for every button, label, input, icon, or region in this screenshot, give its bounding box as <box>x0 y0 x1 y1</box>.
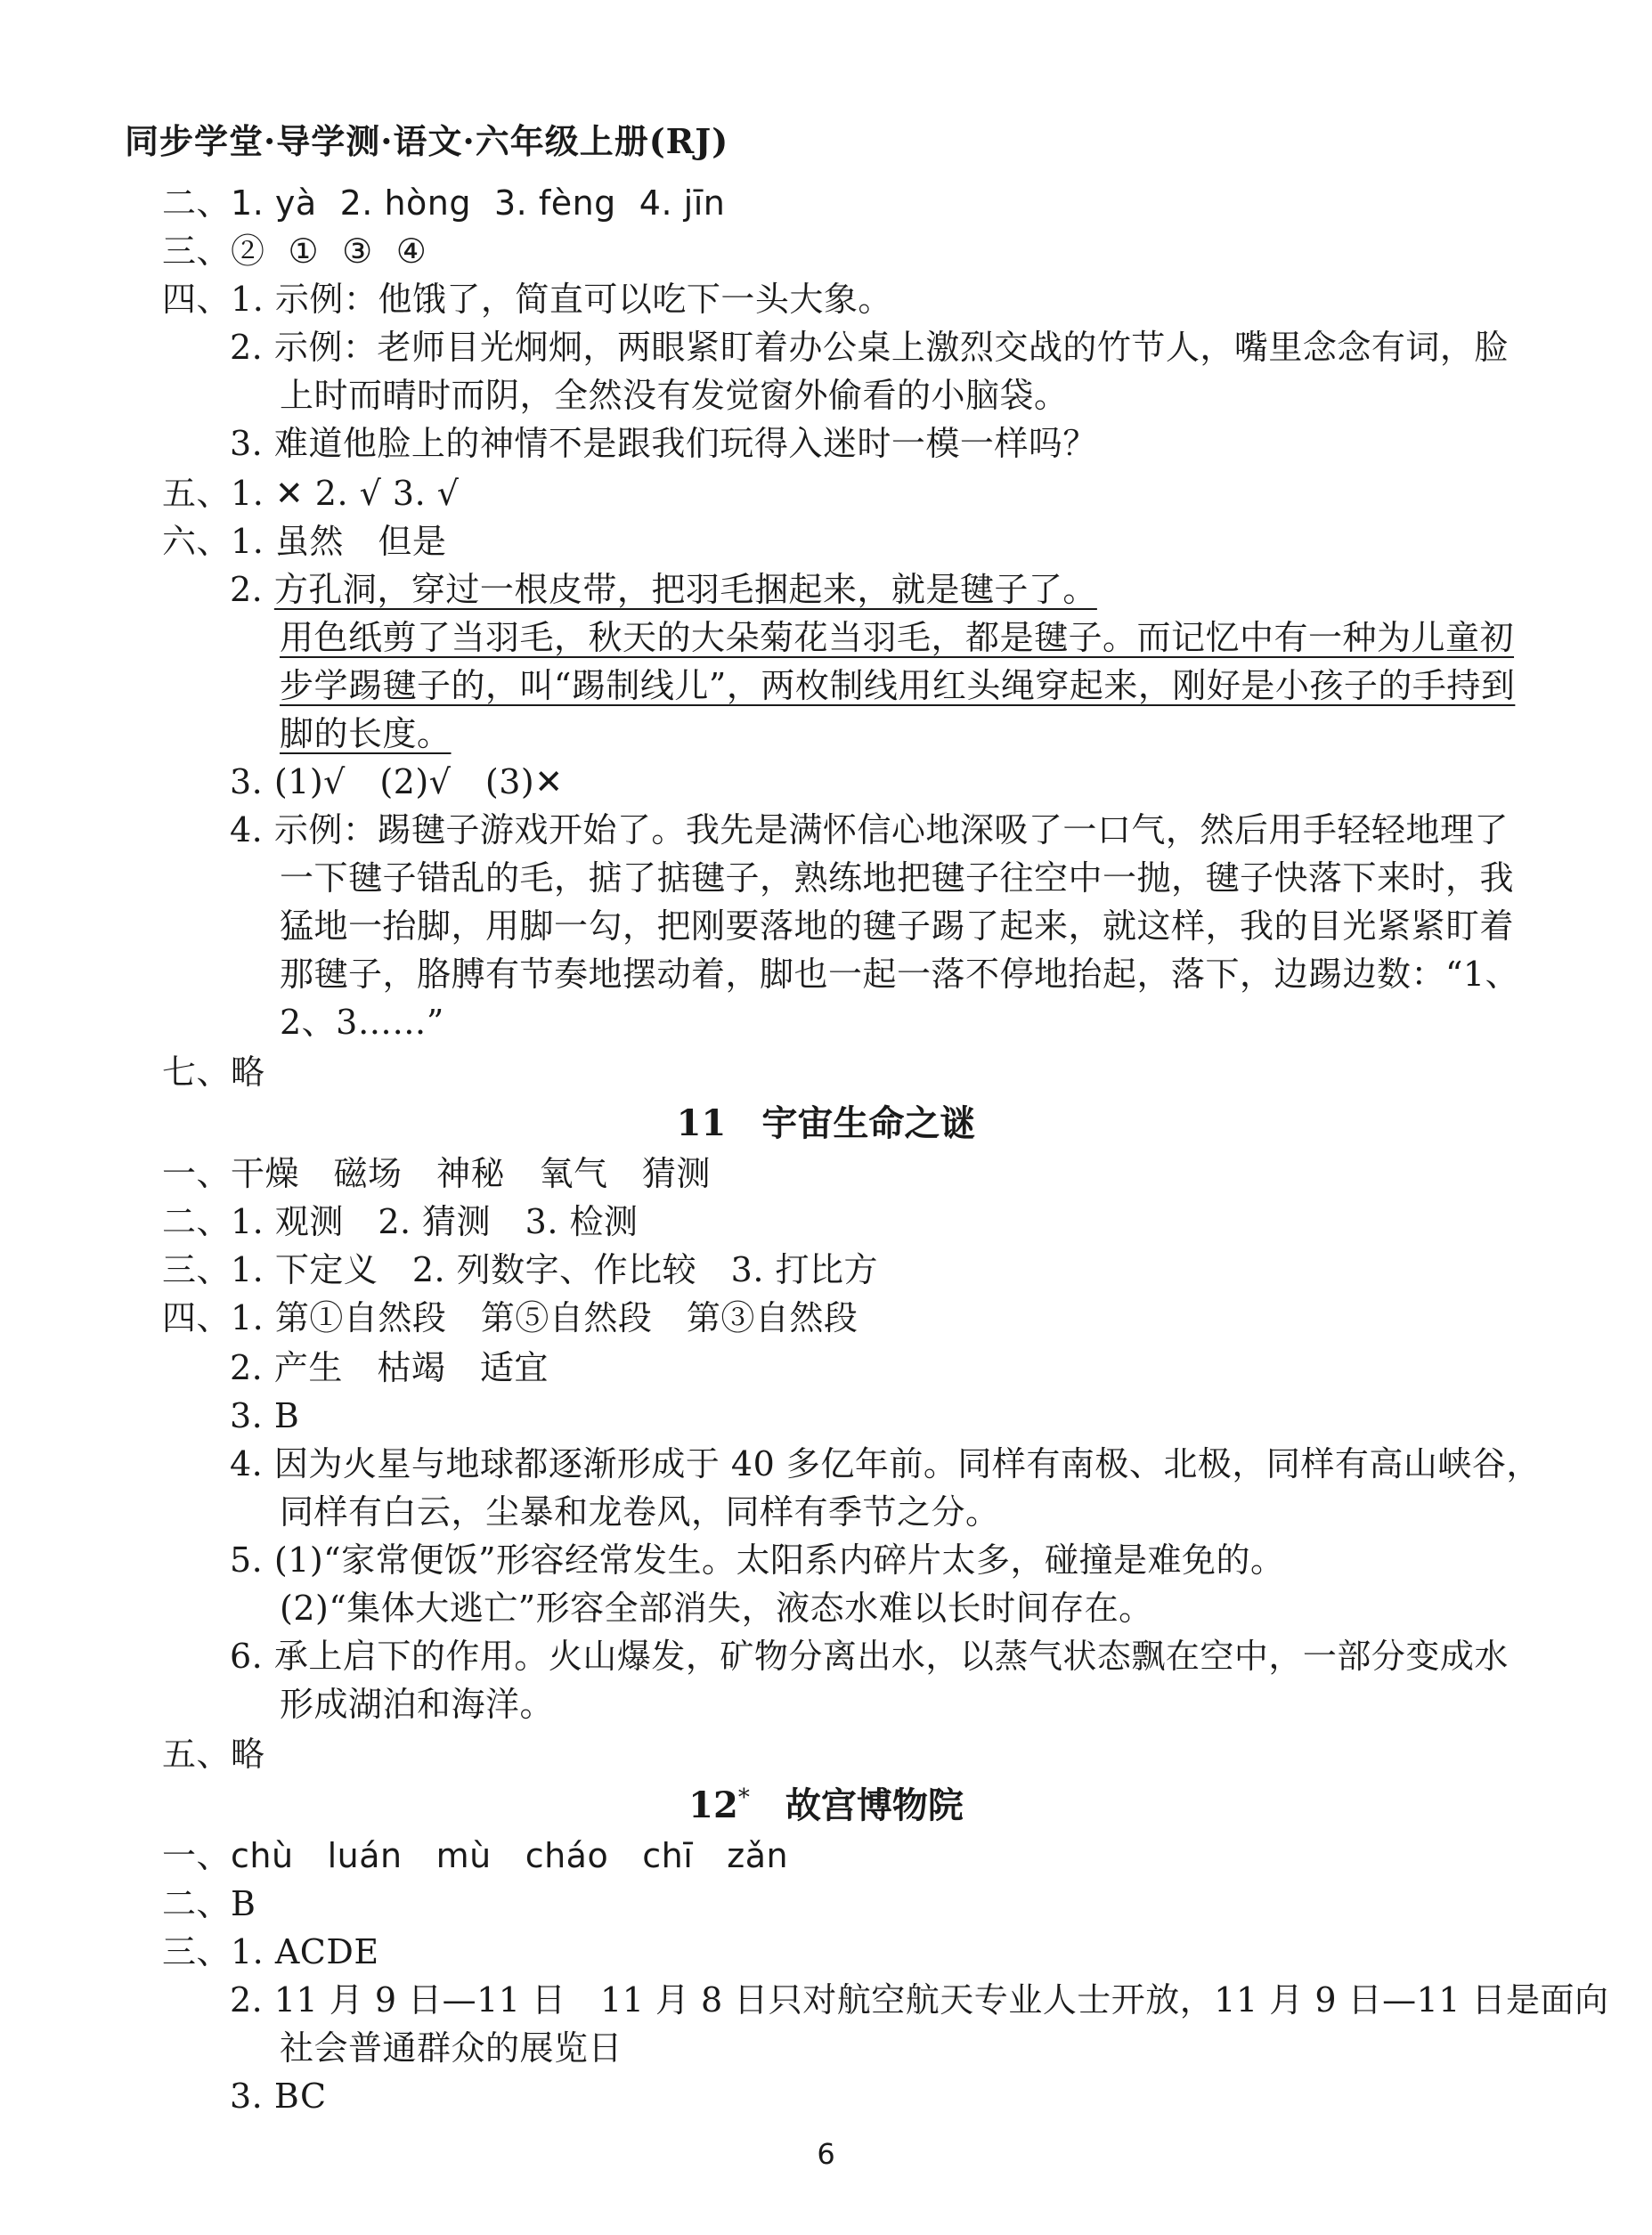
order-item: ① <box>288 232 320 271</box>
pinyin-item: mù <box>435 1836 492 1875</box>
l11-answer-si-6-line2: 形成湖泊和海洋。 <box>280 1685 555 1724</box>
lesson-11-title: 11 宇宙生命之谜 <box>676 1102 976 1144</box>
lesson-name: 故宫博物院 <box>785 1784 964 1826</box>
l11-answer-wu: 五、略 <box>162 1735 265 1774</box>
answer-san-order <box>162 228 427 274</box>
l12-answer-san-2-line1: 2. 11 月 9 日—11 日 11 月 8 日只对航空航天专业人士开放，11 月 9 日—11 日是面向 <box>230 1980 1609 2020</box>
answer-si-1 <box>162 276 892 322</box>
pinyin-item: 3. fèng <box>494 183 616 223</box>
l12-answer-san-3: 3. BC <box>230 2077 327 2116</box>
l11-answer-er: 二、1. 观测 2. 猜测 3. 检测 <box>162 1202 639 1241</box>
section-label: 四、 <box>162 280 232 319</box>
section-label: 五、 <box>162 474 232 513</box>
l12-answer-san-2-line2: 社会普通群众的展览日 <box>280 2028 623 2068</box>
pinyin-item: 4. jīn <box>639 183 726 223</box>
l11-answer-si-2: 2. 产生 枯竭 适宜 <box>230 1348 549 1387</box>
answer-liu-2-line4: 脚的长度。 <box>280 714 452 753</box>
order-item: ② <box>231 232 265 271</box>
answer-liu-1 <box>162 518 446 565</box>
answer-liu-4-line3: 猛地一抬脚，用脚一勾，把刚要落地的毽子踢了起来，就这样，我的目光紧紧盯着 <box>280 906 1515 946</box>
order-item: ④ <box>395 232 427 271</box>
l12-answer-san-1: 三、1. ACDE <box>162 1932 379 1971</box>
section-label: 二、 <box>162 183 232 223</box>
answer-liu-4-line5: 2、3……” <box>280 1003 444 1042</box>
l11-answer-san: 三、1. 下定义 2. 列数字、作比较 3. 打比方 <box>162 1250 879 1289</box>
order-item: ③ <box>342 232 373 271</box>
optional-mark: * <box>737 1784 750 1811</box>
answer-text: 1. ✕ 2. √ 3. √ <box>231 474 460 513</box>
answer-liu-4-line4: 那毽子，胳膊有节奏地摆动着，脚也一起一落不停地抬起，落下，边踢边数：“1、 <box>280 955 1520 994</box>
answer-er-pinyin <box>162 180 725 226</box>
answer-text: 1. 示例：他饿了，简直可以吃下一头大象。 <box>231 280 892 319</box>
pinyin-item: chī <box>642 1836 694 1875</box>
answer-si-3: 3. 难道他脸上的神情不是跟我们玩得入迷时一模一样吗？ <box>230 424 1097 463</box>
l11-answer-si-4-line1: 4. 因为火星与地球都逐渐形成于 40 多亿年前。同样有南极、北极，同样有高山峡谷， <box>230 1444 1541 1483</box>
l11-answer-yi: 一、干燥 磁场 神秘 氧气 猜测 <box>162 1154 712 1193</box>
answer-liu-2-line3: 步学踢毽子的，叫“踢制线儿”，两枚制线用红头绳穿起来，刚好是小孩子的手持到 <box>280 666 1516 705</box>
answer-qi: 七、略 <box>162 1052 265 1092</box>
l11-answer-si-5-line1: 5. (1)“家常便饭”形容经常发生。太阳系内碎片太多，碰撞是难免的。 <box>230 1540 1285 1580</box>
underlined-text: 方孔洞，穿过一根皮带，把羽毛捆起来，就是毽子了。 <box>273 570 1097 609</box>
l11-answer-si-4-line2: 同样有白云，尘暴和龙卷风，同样有季节之分。 <box>280 1492 1000 1532</box>
pinyin-item: chù <box>231 1836 294 1875</box>
answer-si-2-line2: 上时而晴时而阴，全然没有发觉窗外偷看的小脑袋。 <box>280 376 1069 415</box>
answer-liu-4-line1: 4. 示例：踢毽子游戏开始了。我先是满怀信心地深吸了一口气，然后用手轻轻地理了 <box>230 810 1509 849</box>
l11-answer-si-3: 3. B <box>230 1396 300 1435</box>
answer-liu-2-line1 <box>230 566 1097 613</box>
answer-liu-2-line2: 用色纸剪了当羽毛，秋天的大朵菊花当羽毛，都是毽子。而记忆中有一种为儿童初 <box>280 618 1515 657</box>
item-number: 2. <box>230 570 264 609</box>
section-label: 三、 <box>162 232 232 271</box>
lesson-number: 12 <box>688 1784 738 1826</box>
pinyin-item: luán <box>327 1836 403 1875</box>
l11-answer-si-5-line2: (2)“集体大逃亡”形容全部消失，液态水难以长时间存在。 <box>280 1589 1153 1628</box>
page-number: 6 <box>817 2137 835 2171</box>
answer-si-2-line1: 2. 示例：老师目光炯炯，两眼紧盯着办公桌上激烈交战的竹节人，嘴里念念有词，脸 <box>230 328 1509 367</box>
answer-liu-4-line2: 一下毽子错乱的毛，掂了掂毽子，熟练地把毽子往空中一抛，毽子快落下来时，我 <box>280 858 1515 898</box>
l11-answer-si-6-line1: 6. 承上启下的作用。火山爆发，矿物分离出水，以蒸气状态飘在空中，一部分变成水 <box>230 1637 1509 1676</box>
l12-answer-er: 二、B <box>162 1884 256 1923</box>
l12-answer-yi <box>162 1833 788 1879</box>
pinyin-item: 2. hòng <box>339 183 471 223</box>
section-label: 一、 <box>162 1836 232 1875</box>
pinyin-item: 1. yà <box>231 183 317 223</box>
pinyin-item: zǎn <box>727 1836 789 1875</box>
pinyin-item: cháo <box>525 1836 609 1875</box>
answer-wu <box>162 470 459 516</box>
answer-liu-3: 3. (1)√ (2)√ (3)✕ <box>230 762 564 801</box>
book-header: 同步学堂·导学测·语文·六年级上册(RJ) <box>125 121 729 161</box>
answer-text: 1. 虽然 但是 <box>231 522 447 561</box>
l11-answer-si-1: 四、1. 第①自然段 第⑤自然段 第③自然段 <box>162 1298 859 1337</box>
lesson-12-title <box>0 1777 1652 1828</box>
section-label: 六、 <box>162 522 232 561</box>
